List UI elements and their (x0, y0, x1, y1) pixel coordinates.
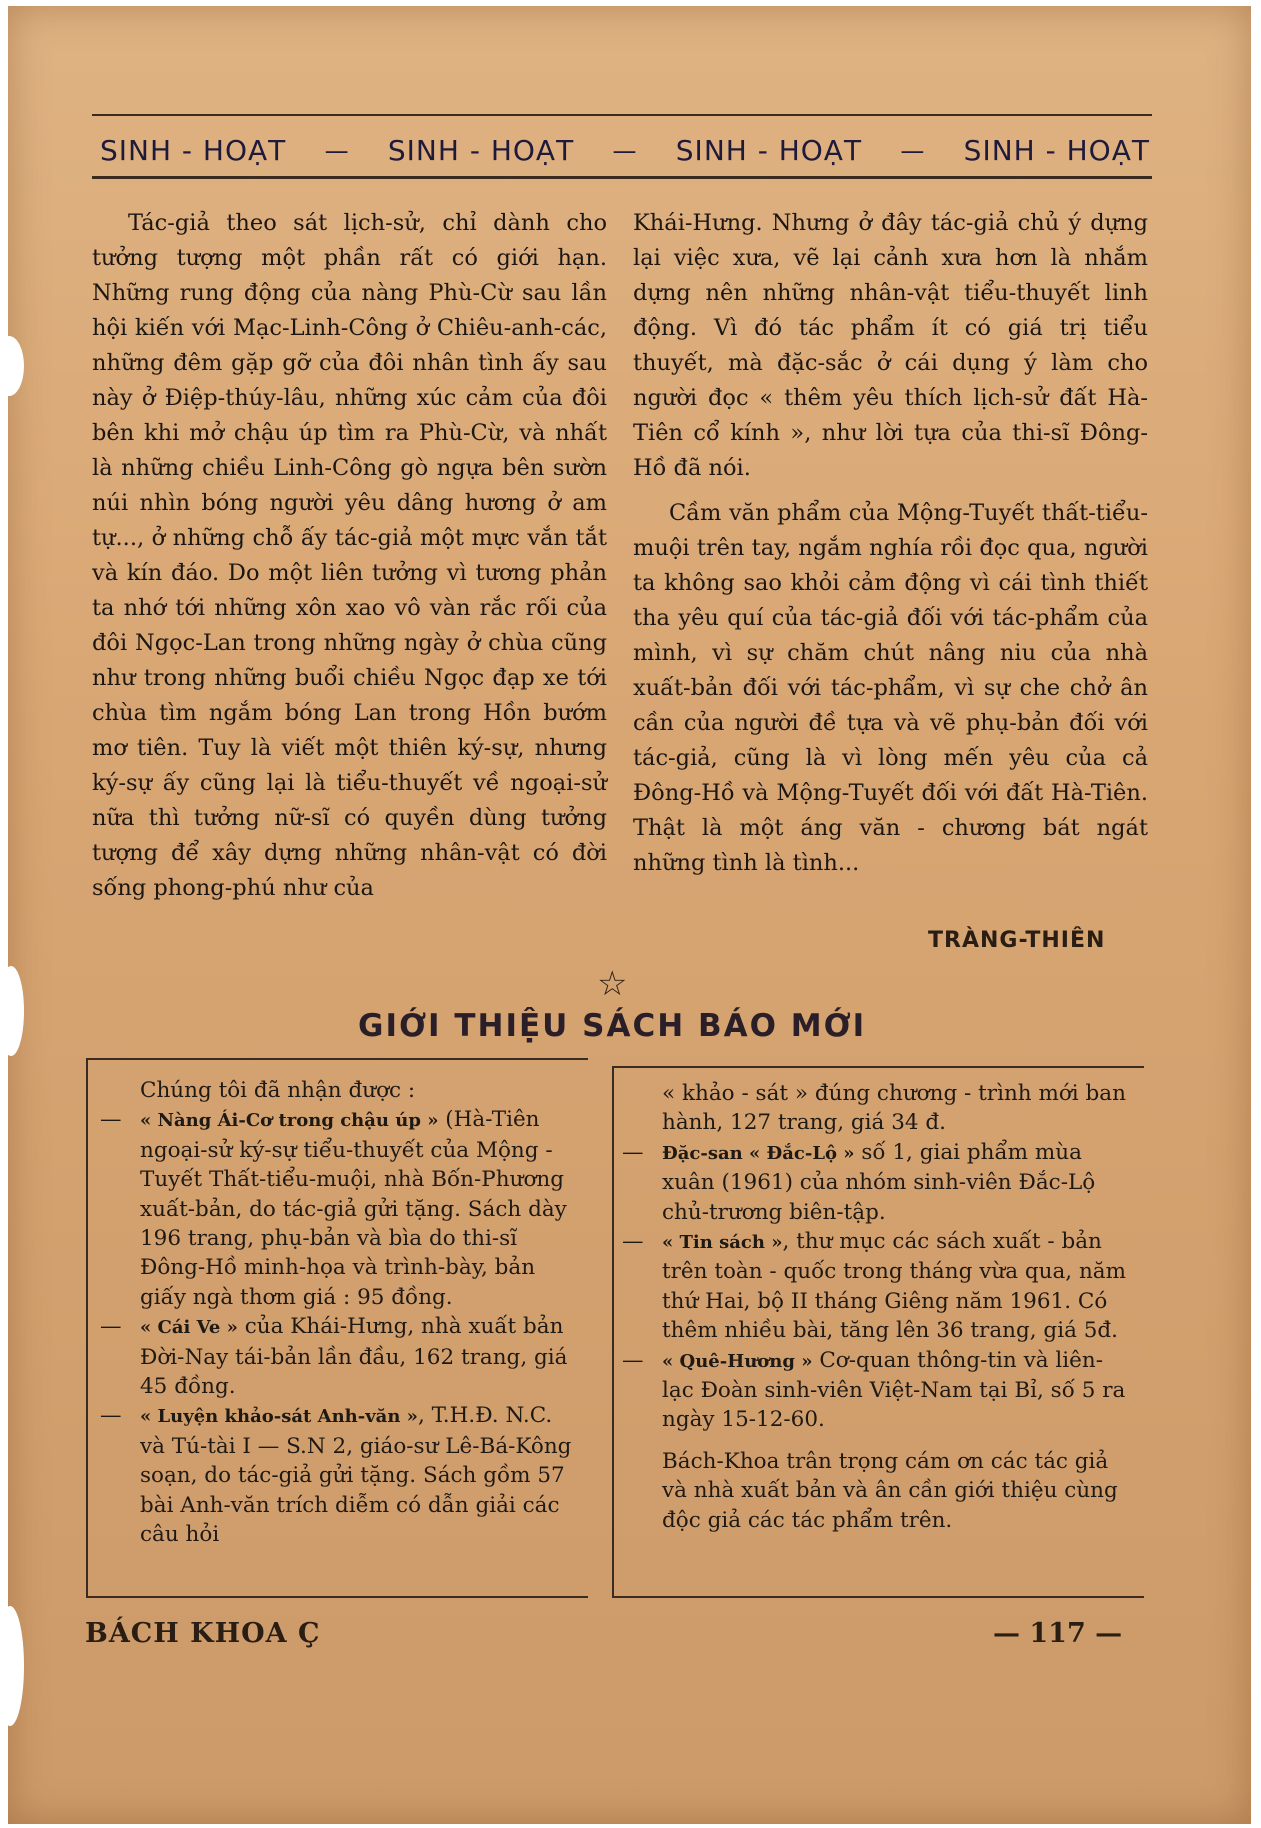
header-label: SINH - HOẠT (675, 134, 863, 167)
book-title: Đặc-san « Đắc-Lộ » (662, 1142, 855, 1164)
dash-marker: — (100, 1314, 122, 1340)
torn-edge (0, 966, 24, 1056)
book-description: số 1, giai phẩm mùa xuân (1961) của nhóm sinh-viên Đắc-Lộ chủ-trương biên-tập. (662, 1139, 1096, 1225)
article-right-column (633, 206, 1148, 891)
book-entry (100, 1312, 580, 1401)
book-description: (Hà-Tiên ngoại-sử ký-sự tiểu-thuyết của Mộng - Tuyết Thất-tiểu-muội, nhà Bốn-Phương xuất-bản, do tác-giả gửi tặng. Sách dày 196 trang, phụ-bản và bìa do thi-sĩ Đông-Hồ minh-họa và trình-bày, bản giấy ngà thơm giá : 95 đồng. (140, 1107, 567, 1310)
books-left-column (100, 1076, 580, 1550)
header-top-rule (92, 114, 1152, 116)
article-paragraph: Khái-Hưng. Nhưng ở đây tác-giả chủ ý dựng lại việc xưa, vẽ lại cảnh xưa hơn là nhắm dựng nên những nhân-vật tiểu-thuyết linh động. Vì đó tác phẩm ít có giá trị tiểu thuyết, mà đặc-sắc ở cái dụng ý làm cho người đọc « thêm yêu thích lịch-sử đất Hà-Tiên cổ kính », như lời tựa của thi-sĩ Đông-Hồ đã nói. (633, 210, 1148, 481)
book-title: « Cái Ve » (140, 1317, 238, 1339)
article-author: TRÀNG-THIÊN (928, 928, 1106, 953)
book-title: « Nàng Ái-Cơ trong chậu úp » (140, 1110, 439, 1132)
book-description: của Khái-Hưng, nhà xuất bản Đời-Nay tái-bản lần đầu, 162 trang, giá 45 đồng. (140, 1314, 568, 1400)
book-description: Cơ-quan thông-tin và liên-lạc Đoàn sinh-viên Việt-Nam tại Bỉ, số 5 ra ngày 15-12-60. (662, 1347, 1126, 1433)
article-paragraph: Tác-giả theo sát lịch-sử, chỉ dành cho tưởng tượng một phần rất có giới hạn. Những rung động của nàng Phù-Cừ sau lần hội kiến với Mạc-Linh-Công ở Chiêu-anh-các, những đêm gặp gỡ của đôi nhân tình ấy sau này ở Điệp-thúy-lâu, những xúc cảm của đôi bên khi mở chậu úp tìm ra Phù-Cừ, và nhất là những chiều Linh-Công gò ngựa bên sườn núi nhìn bóng người yêu dâng hương ở am tự..., ở những chỗ ấy tác-giả một mực vắn tắt và kín đáo. Do một liên tưởng vì tương phản ta nhớ tới những xôn xao vô vàn rắc rối của đôi Ngọc-Lan trong những ngày ở chùa cũng như trong những buổi chiều Ngọc đạp xe tới chùa tìm ngắm bóng Lan trong Hồn bướm mơ tiên. Tuy là viết một thiên ký-sự, nhưng ký-sự ấy cũng lại là tiểu-thuyết về ngoại-sử nữa thì tưởng nữ-sĩ có quyền dùng tưởng tượng để xây dựng những nhân-vật có đời sống phong-phú như của (92, 210, 607, 901)
header-label: SINH - HOẠT (387, 134, 575, 167)
header-separator: — (612, 136, 638, 165)
article-paragraph: Cầm văn phẩm của Mộng-Tuyết thất-tiểu-muội trên tay, ngắm nghía rồi đọc qua, người ta không sao khỏi cảm động vì cái tình thiết tha yêu quí của tác-giả đối với tác-phẩm của mình, vì sự chăm chút nâng niu của nhà xuất-bản đối với tác-phẩm, vì sự che chở ân cần của người đề tựa và vẽ phụ-bản đối với tác-giả, cũng là vì lòng mến yêu của cả Đông-Hồ và Mộng-Tuyết đối với đất Hà-Tiên. Thật là một áng văn - chương bát ngát những tình là tình... (633, 500, 1148, 876)
magazine-name: BÁCH KHOA Ç (85, 1618, 321, 1649)
header-label: SINH - HOẠT (963, 134, 1150, 167)
section-title: GIỚI THIỆU SÁCH BÁO MỚI (358, 1008, 867, 1044)
header-bottom-rule (92, 176, 1152, 179)
book-entry (100, 1105, 580, 1312)
dash-marker: — (100, 1403, 122, 1429)
book-entry (622, 1346, 1130, 1435)
article-left-column (92, 206, 607, 916)
magazine-page (8, 6, 1251, 1824)
book-title: « Quê-Hương » (662, 1350, 813, 1372)
torn-edge (0, 1606, 24, 1726)
section-header (100, 134, 1150, 167)
header-separator: — (900, 136, 926, 165)
book-entry (622, 1138, 1130, 1227)
star-icon: ☆ (597, 964, 628, 1004)
dash-marker: — (622, 1229, 644, 1255)
dash-marker: — (622, 1347, 644, 1373)
book-continuation: « khảo - sát » đúng chương - trình mới ban hành, 127 trang, giá 34 đ. (662, 1081, 1126, 1136)
book-entry (100, 1401, 580, 1549)
page-number: — 117 — (993, 1618, 1123, 1649)
closing-note: Bách-Khoa trân trọng cám ơn các tác giả và nhà xuất bản và ân cần giới thiệu cùng độc giả các tác phẩm trên. (662, 1448, 1118, 1533)
header-separator: — (324, 136, 350, 165)
header-label: SINH - HOẠT (100, 134, 287, 167)
books-right-column (622, 1079, 1130, 1535)
book-entry (622, 1227, 1130, 1346)
book-title: « Tin sách » (662, 1232, 783, 1254)
dash-marker: — (100, 1107, 122, 1133)
dash-marker: — (622, 1139, 644, 1165)
book-description: , thư mục các sách xuất - bản trên toàn - quốc trong tháng vừa qua, năm thứ Hai, bộ II tháng Giêng năm 1961. Có thêm nhiều bài, tăng lên 36 trang, giá 5đ. (662, 1229, 1126, 1344)
book-title: « Luyện khảo-sát Anh-văn » (140, 1406, 418, 1428)
books-intro: Chúng tôi đã nhận được : (140, 1078, 416, 1103)
torn-edge (0, 336, 24, 396)
book-description: , T.H.Đ. N.C. và Tú-tài I — S.N 2, giáo-sư Lê-Bá-Kông soạn, do tác-giả gửi tặng. Sách gồm 57 bài Anh-văn trích diễm có dẫn giải các câu hỏi (140, 1403, 572, 1548)
